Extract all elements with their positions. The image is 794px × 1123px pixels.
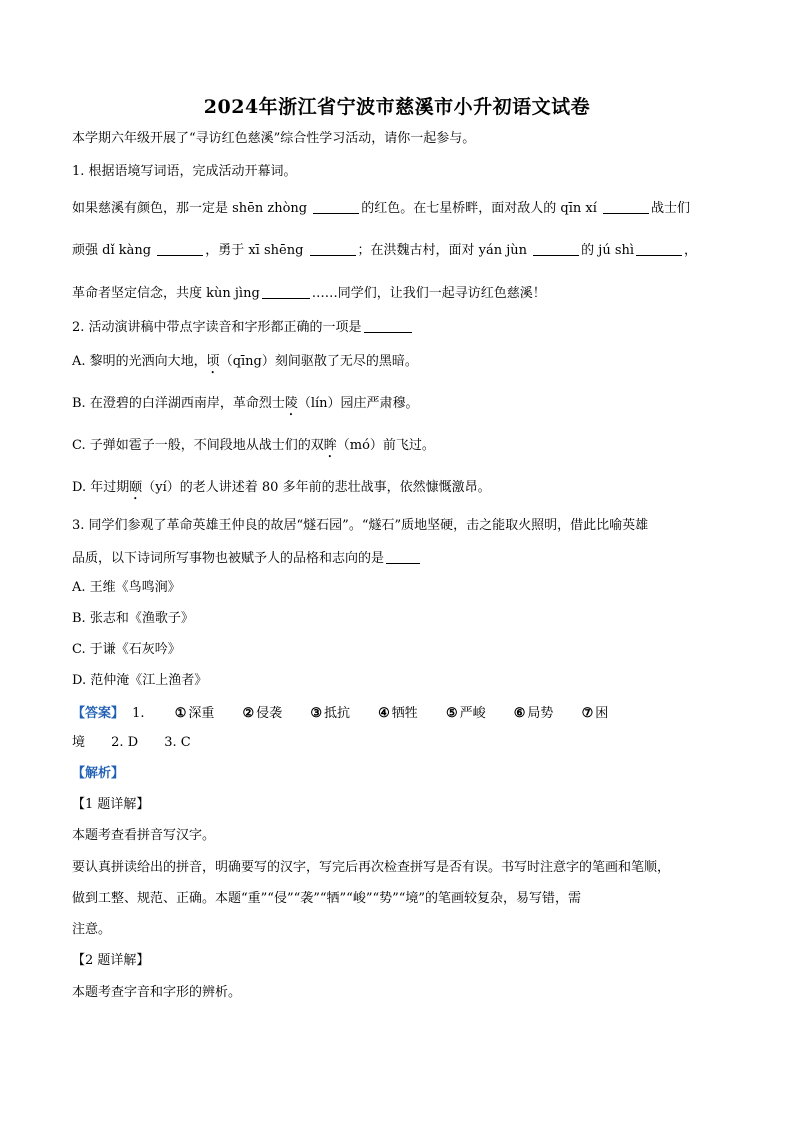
analysis-label: 【解析】 xyxy=(72,766,125,781)
answer-item: ① 深重 xyxy=(174,706,215,721)
q1-line1: 如果慈溪有颜色，那一定是 shēn zhòng 的红色。在七星桥畔，面对敌人的 qīn xí 战士们 xyxy=(72,201,691,216)
q2-stem: 2. 活动演讲稿中带点字读音和字形都正确的一项是 xyxy=(72,318,414,337)
answer-q3: 3. C xyxy=(164,735,191,750)
answer-label: 【答案】 xyxy=(72,706,125,721)
answer-blank xyxy=(636,241,682,256)
intro-text: 本学期六年级开展了“寻访红色慈溪”综合性学习活动，请你一起参与。 xyxy=(72,131,476,146)
answer-blank xyxy=(262,284,310,299)
answer-blank xyxy=(313,199,359,214)
section-1-heading: 【1 题详解】 xyxy=(72,797,150,812)
section-2-heading: 【2 题详解】 xyxy=(72,953,150,968)
answer-item: ⑤ 严峻 xyxy=(445,706,486,721)
page-title: 2024年浙江省宁波市慈溪市小升初语文试卷 xyxy=(203,96,591,118)
answer-blank xyxy=(310,241,356,256)
q1-line3: 革命者坚定信念，共度 kùn jìng ……同学们，让我们一起寻访红色慈溪！ xyxy=(72,286,546,301)
q3-stem-line2: 品质，以下诗词所写事物也被赋予人的品格和志向的是 xyxy=(72,549,422,568)
answer-item: ⑥ 局势 xyxy=(513,706,554,721)
q3-option-b: B. 张志和《渔歌子》 xyxy=(72,611,194,626)
q2-option-d: D. 年过期颐（yí）的老人讲述着 80 多年前的悲壮战事，依然慷慨激昂。 xyxy=(72,480,491,495)
answer-blank xyxy=(603,199,649,214)
answer-blank xyxy=(533,241,579,256)
answer-item: ③ 抵抗 xyxy=(310,706,350,721)
q3-stem-line1: 3. 同学们参观了革命英雄王仲良的故居“燧石园”。“燧石”质地坚硬，击之能取火照明，借此比喻英雄 xyxy=(72,518,649,533)
q1-line2: 顽强 dǐ kàng ，勇于 xī shēng ；在洪魏古村，面对 yán jùn 的 jú shì ， xyxy=(72,243,698,258)
section-1-para1: 本题考查看拼音写汉字。 xyxy=(72,828,216,843)
answer-row xyxy=(72,702,722,721)
answer-item: ⑦ 困 xyxy=(581,706,609,721)
answer-q2: 2. D xyxy=(111,735,139,750)
q2-option-c: C. 子弹如雹子一般，不间段地从战士们的双眸（mó）前飞过。 xyxy=(72,438,435,453)
q3-option-a: A. 王维《鸟鸣涧》 xyxy=(72,580,181,595)
answer-blank xyxy=(386,549,420,564)
section-2-para1: 本题考查字音和字形的辨析。 xyxy=(72,985,242,1000)
answer-blank xyxy=(157,241,203,256)
q2-option-a: A. 黎明的光洒向大地，顷（qīng）刻间驱散了无尽的黑暗。 xyxy=(72,354,418,369)
q3-option-c: C. 于谦《石灰吟》 xyxy=(72,642,181,657)
q1-stem: 1. 根据语境写词语，完成活动开幕词。 xyxy=(72,164,297,179)
q3-option-d: D. 范仲淹《江上渔者》 xyxy=(72,673,208,688)
section-1-para2-line3: 注意。 xyxy=(72,922,112,937)
answer-row-2: 境 2. D 3. C xyxy=(72,735,191,750)
section-1-para2-line1: 要认真拼读给出的拼音，明确要写的汉字，写完后再次检查拼写是否有误。书写时注意字的笔画和笔顺， xyxy=(72,860,671,875)
answer-blank xyxy=(364,318,412,333)
answer-q1-prefix: 1. xyxy=(132,706,145,721)
q2-option-b: B. 在澄碧的白洋湖西南岸，革命烈士陵（lín）园庄严肃穆。 xyxy=(72,396,419,411)
section-1-para2-line2: 做到工整、规范、正确。本题“重”“侵”“袭”“牺”“峻”“势”“境”的笔画较复杂，易写错，需 xyxy=(72,891,582,906)
answer-item: ② 侵袭 xyxy=(242,706,283,721)
answer-item: ④ 牺牲 xyxy=(378,706,418,721)
